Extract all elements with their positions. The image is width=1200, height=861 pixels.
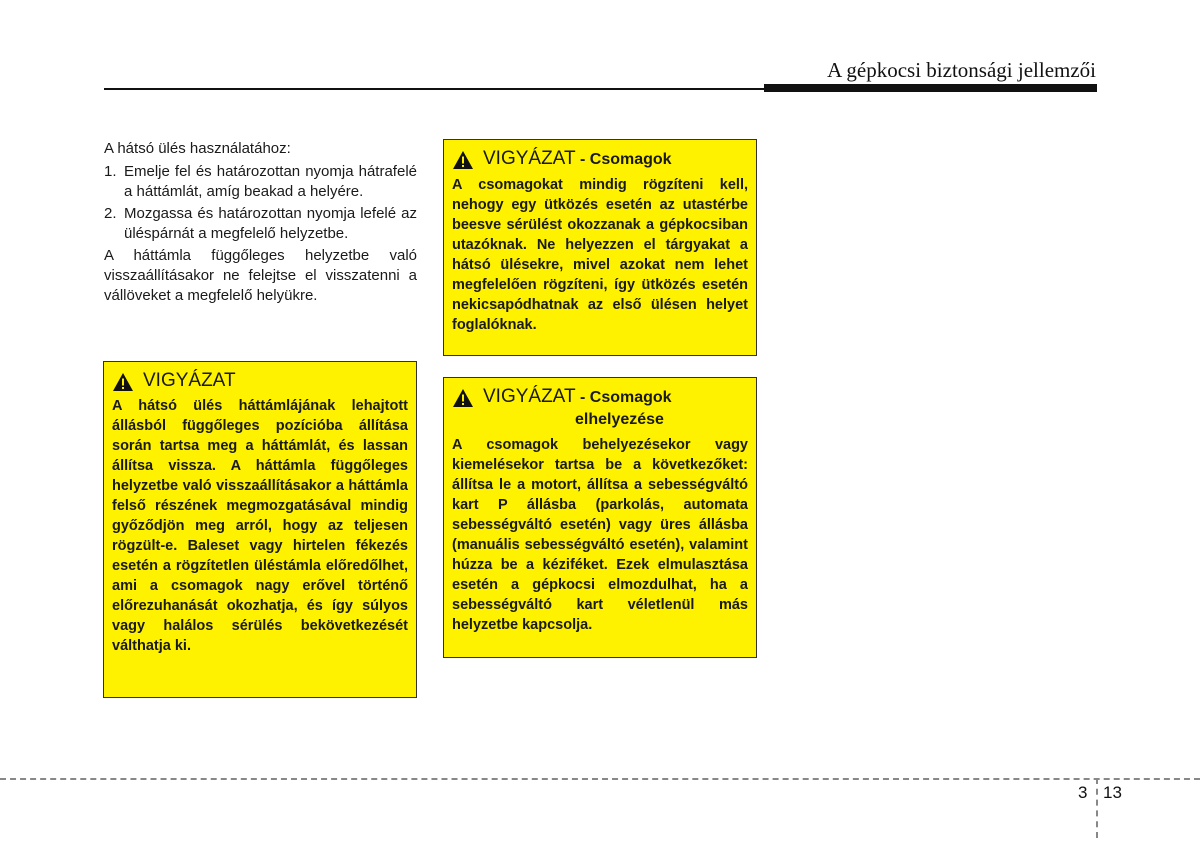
header-rule-thin	[104, 88, 764, 90]
page-header-title: A gépkocsi biztonsági jellemzői	[827, 58, 1096, 82]
warning-title-row	[112, 370, 408, 392]
warning-triangle-icon	[452, 150, 474, 170]
instructions-intro: A hátsó ülés használatához:	[104, 140, 291, 157]
chapter-number: 3	[1078, 783, 1088, 802]
warning-title	[483, 148, 672, 171]
instruction-step	[104, 162, 417, 202]
warning-title: VIGYÁZAT	[143, 370, 236, 391]
warning-box-cargo-loading	[443, 377, 757, 658]
warning-body: A csomagokat mindig rögzíteni kell, nehogy egy ütközés esetén az utastérbe beesve sérülést okozzanak a gépkocsiban utazóknak. Ne helyezzen el tárgyakat a hátsó ülésekre, mivel azokat nem lehet megfelelően rögzíteni, így ütközés esetén nekicsapódhatnak az első ülésen helyet foglalóknak.	[452, 177, 748, 333]
page-number: 13	[1103, 783, 1122, 802]
warning-subtitle: - Csomagok	[575, 389, 672, 406]
rear-seat-instructions	[104, 139, 417, 306]
step-number: 1.	[104, 163, 117, 180]
footer-dashed-rule	[0, 778, 1200, 780]
instruction-step	[104, 204, 417, 244]
instructions-steps	[104, 162, 417, 244]
warning-body: A csomagok behelyezésekor vagy kiemelésekor tartsa be a következőket: állítsa le a motort, állítsa a sebességváltó kart P állásba (parkolás, automata sebességváltó esetén) vagy üres állásba (manuális sebességváltó esetén), valamint húzza be a kéziféket. Ezek elmulasztása esetén a gépkocsi elmozdulhat, ha a sebességváltó kart véletlenül más helyzetbe kapcsolja.	[452, 437, 748, 633]
step-text: Emelje fel és határozottan nyomja hátrafelé a háttámlát, amíg beakad a helyére.	[124, 163, 417, 200]
warning-subtitle-line2: elhelyezése	[575, 411, 664, 428]
warning-body: A hátsó ülés háttámlájának lehajtott állásból függőleges pozícióba állítása során tartsa meg a háttámlát, és lassan állítsa vissza. A háttámla függőleges helyzetbe való visszaállításakor a háttámla felső részének megmozgatásával mindig győződjön meg arról, hogy az teljesen rögzült-e. Baleset vagy hirtelen fékezés esetén a rögzítetlen üléstámla előredőlhet, ami a csomagok nagy erővel történő előrezuhanását okozhatja, és így súlyos vagy halálos sérülés bekövetkezését válthatja ki.	[112, 398, 408, 654]
step-number: 2.	[104, 205, 117, 222]
header-rule-thick	[764, 84, 1097, 92]
warning-subtitle: - Csomagok	[575, 151, 672, 168]
warning-title-row	[452, 148, 748, 171]
footer-dashed-divider	[1096, 778, 1098, 838]
warning-triangle-icon	[452, 388, 474, 408]
warning-title-main: VIGYÁZAT	[483, 386, 576, 407]
instructions-note: A háttámla függőleges helyzetbe való visszaállításakor ne felejtse el visszatenni a vállöveket a megfelelő helyükre.	[104, 247, 417, 304]
step-text: Mozgassa és határozottan nyomja lefelé az üléspárnát a megfelelő helyzetbe.	[124, 205, 417, 242]
warning-triangle-icon	[112, 372, 134, 392]
warning-title	[483, 386, 672, 431]
warning-title-main: VIGYÁZAT	[483, 148, 576, 169]
warning-box-seatback	[103, 361, 417, 698]
warning-box-cargo	[443, 139, 757, 356]
warning-title-row	[452, 386, 748, 431]
